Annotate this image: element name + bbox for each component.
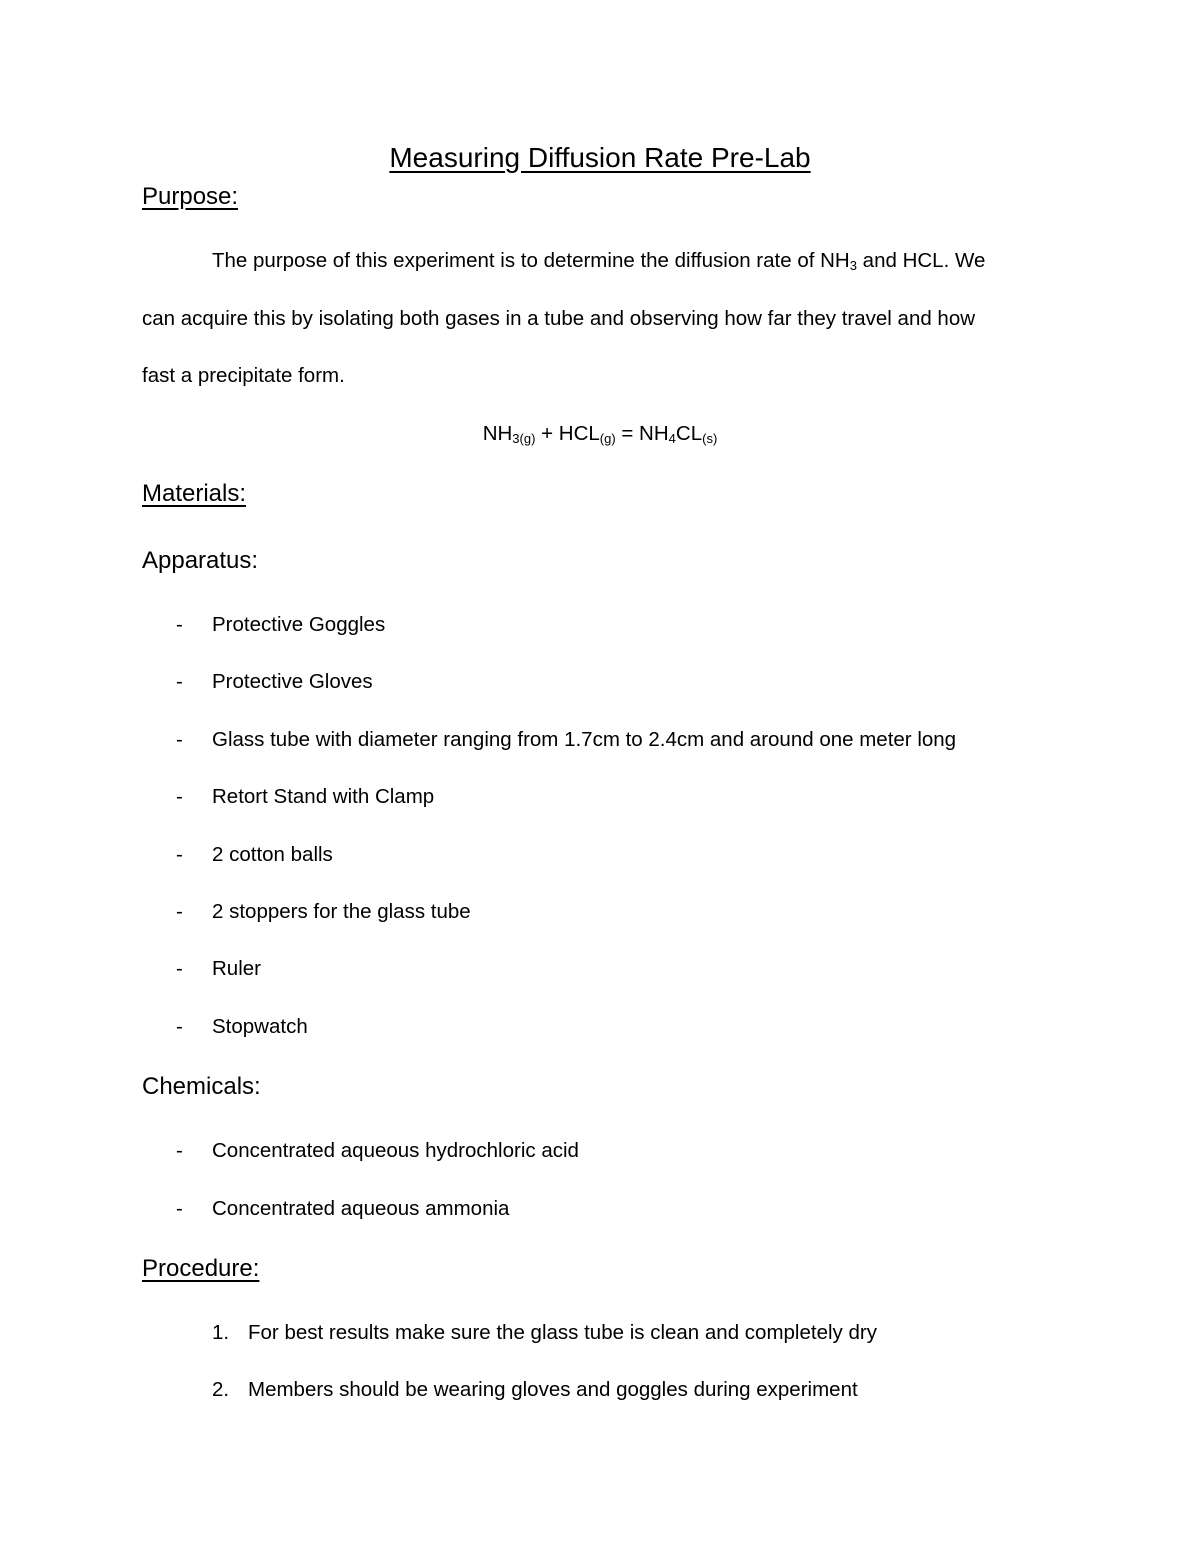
chemicals-heading: Chemicals: [142, 1073, 261, 1100]
apparatus-heading: Apparatus: [142, 547, 259, 574]
list-item: Protective Gloves [212, 670, 373, 693]
step-number: 2. [212, 1378, 230, 1401]
bullet: - [176, 1015, 183, 1038]
list-item: Stopwatch [212, 1015, 308, 1038]
procedure-step: For best results make sure the glass tube is clean and completely dry [248, 1321, 877, 1344]
bullet: - [176, 670, 183, 693]
list-item: 2 cotton balls [212, 843, 333, 866]
bullet: - [176, 613, 183, 636]
procedure-heading: Procedure: [142, 1255, 260, 1282]
bullet: - [176, 957, 183, 980]
bullet: - [176, 1197, 183, 1220]
bullet: - [176, 843, 183, 866]
page-title: Measuring Diffusion Rate Pre-Lab [389, 142, 811, 173]
purpose-line-3: fast a precipitate form. [142, 364, 345, 387]
reaction-equation: $NH_{3(g)} + HCL_{(g)} = NH_4CL_{(s)}$ [482, 422, 718, 446]
list-item: Concentrated aqueous ammonia [212, 1197, 510, 1220]
purpose-heading: Purpose: [142, 183, 239, 210]
purpose-line-1: The purpose of this experiment is to determine the diffusion rate of $NH_3$ and HCL. We [212, 249, 986, 273]
list-item: Glass tube with diameter ranging from 1.7cm to 2.4cm and around one meter long [212, 728, 957, 751]
materials-heading: Materials: [142, 480, 247, 507]
list-item: Protective Goggles [212, 613, 386, 636]
bullet: - [176, 728, 183, 751]
list-item: Concentrated aqueous hydrochloric acid [212, 1139, 579, 1162]
step-number: 1. [212, 1321, 230, 1344]
list-item: 2 stoppers for the glass tube [212, 900, 471, 923]
list-item: Ruler [212, 957, 261, 980]
bullet: - [176, 1139, 183, 1162]
list-item: Retort Stand with Clamp [212, 785, 435, 808]
bullet: - [176, 785, 183, 808]
procedure-step: Members should be wearing gloves and goggles during experiment [248, 1378, 858, 1401]
purpose-line-2: can acquire this by isolating both gases in a tube and observing how far they travel and how [142, 307, 976, 330]
bullet: - [176, 900, 183, 923]
